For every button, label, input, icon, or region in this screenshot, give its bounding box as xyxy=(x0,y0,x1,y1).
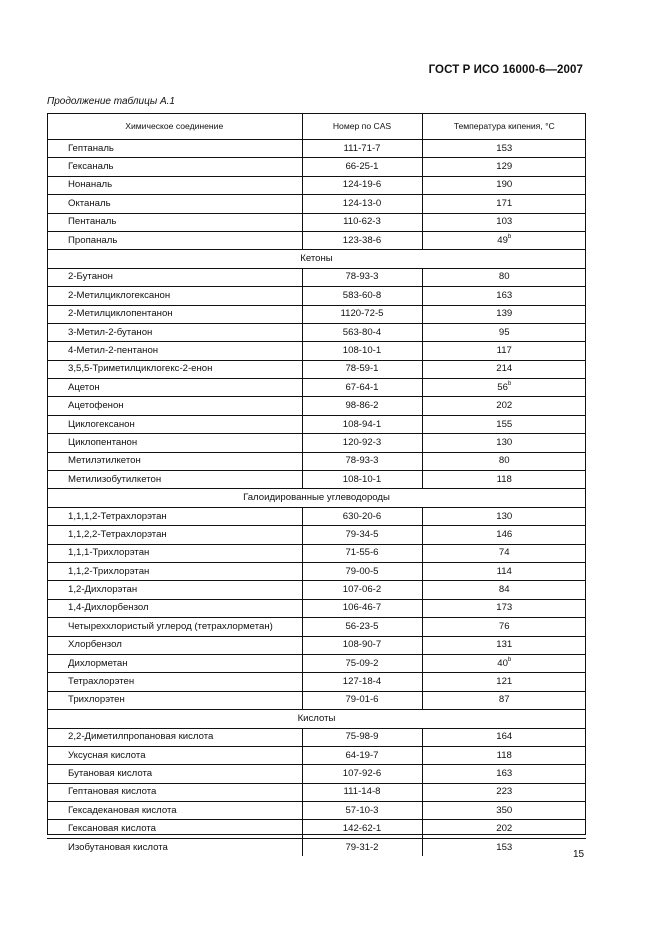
table-row xyxy=(47,838,586,856)
boiling-point-unit: °С xyxy=(545,121,555,131)
table-row xyxy=(47,526,586,544)
boiling-point-cell xyxy=(422,415,586,433)
boiling-point-value: 74 xyxy=(498,547,510,559)
boiling-point-cell xyxy=(422,176,586,194)
cas-number-cell: 79-00-5 xyxy=(302,562,422,580)
boiling-point-cell xyxy=(422,802,586,820)
boiling-point-value: 80 xyxy=(498,455,510,467)
cas-number-cell: 108-90-7 xyxy=(302,636,422,654)
table-row xyxy=(47,323,586,341)
cas-number-cell: 123-38-6 xyxy=(302,231,422,249)
compound-name-cell: Метилэтилкетон xyxy=(47,452,302,470)
boiling-point-cell xyxy=(422,360,586,378)
boiling-point-cell xyxy=(422,213,586,231)
boiling-point-cell xyxy=(422,581,586,599)
boiling-point-cell xyxy=(422,342,586,360)
boiling-point-value: 155 xyxy=(496,418,513,430)
boiling-point-cell xyxy=(422,746,586,764)
compound-name-cell: Пентаналь xyxy=(47,213,302,231)
compound-name-cell: Гексаналь xyxy=(47,158,302,176)
boiling-point-value: 130 xyxy=(496,436,513,448)
compound-name-cell: Циклопентанон xyxy=(47,434,302,452)
cas-number-cell: 563-80-4 xyxy=(302,323,422,341)
footnote-marker: b xyxy=(507,380,512,387)
cas-number-cell: 110-62-3 xyxy=(302,213,422,231)
boiling-point-cell xyxy=(422,544,586,562)
footnote-marker: b xyxy=(507,233,512,240)
cas-number-cell: 67-64-1 xyxy=(302,379,422,397)
cas-number-cell: 56-23-5 xyxy=(302,618,422,636)
table-row xyxy=(47,746,586,764)
compound-name-cell: 1,1,1,2-Тетрахлорэтан xyxy=(47,507,302,525)
table-row xyxy=(47,231,586,249)
compound-name-cell: Октаналь xyxy=(47,195,302,213)
boiling-point-cell xyxy=(422,195,586,213)
boiling-point-value: 171 xyxy=(496,197,513,209)
section-title: Кетоны xyxy=(47,250,586,268)
table-row xyxy=(47,397,586,415)
cas-number-cell: 78-59-1 xyxy=(302,360,422,378)
compound-name-cell: Гептановая кислота xyxy=(47,783,302,801)
compound-name-cell: 1,4-Дихлорбензол xyxy=(47,599,302,617)
boiling-point-value: 164 xyxy=(496,731,513,743)
compound-name-cell: 2,2-Диметилпропановая кислота xyxy=(47,728,302,746)
compound-name-cell: Гексановая кислота xyxy=(47,820,302,838)
boiling-point-value: 56 xyxy=(497,381,508,393)
compound-name-cell: Циклогексанон xyxy=(47,415,302,433)
boiling-point-value: 95 xyxy=(498,326,510,338)
cas-number-cell: 106-46-7 xyxy=(302,599,422,617)
table-row xyxy=(47,544,586,562)
table-row xyxy=(47,820,586,838)
table-row xyxy=(47,176,586,194)
boiling-point-value: 87 xyxy=(498,694,510,706)
cas-number-cell: 124-19-6 xyxy=(302,176,422,194)
boiling-point-cell xyxy=(422,673,586,691)
section-title: Галоидированные углеводороды xyxy=(47,489,586,507)
boiling-point-cell xyxy=(422,268,586,286)
page-number: 15 xyxy=(573,849,585,860)
table-row xyxy=(47,471,586,489)
footnote-marker: b xyxy=(507,656,512,663)
boiling-point-cell xyxy=(422,783,586,801)
compounds-table xyxy=(47,113,586,856)
table-row xyxy=(47,213,586,231)
boiling-point-cell xyxy=(422,599,586,617)
compound-name-cell: 1,1,1-Трихлорэтан xyxy=(47,544,302,562)
compound-name-cell: Пропаналь xyxy=(47,231,302,249)
table-row xyxy=(47,287,586,305)
boiling-point-label: Температура кипения, xyxy=(453,121,543,131)
compound-name-cell: Хлорбензол xyxy=(47,636,302,654)
boiling-point-value: 173 xyxy=(496,602,513,614)
compound-name-cell: Метилизобутилкетон xyxy=(47,471,302,489)
compound-name-cell: 1,2-Дихлорэтан xyxy=(47,581,302,599)
boiling-point-cell xyxy=(422,654,586,672)
boiling-point-value: 118 xyxy=(496,749,512,761)
table-row xyxy=(47,379,586,397)
cas-number-cell: 71-55-6 xyxy=(302,544,422,562)
table-row xyxy=(47,691,586,709)
cas-number-cell: 75-09-2 xyxy=(302,654,422,672)
boiling-point-cell xyxy=(422,618,586,636)
boiling-point-cell xyxy=(422,838,586,856)
compound-name-cell: Уксусная кислота xyxy=(47,746,302,764)
cas-number-cell: 78-93-3 xyxy=(302,268,422,286)
table-row xyxy=(47,268,586,286)
boiling-point-cell xyxy=(422,636,586,654)
section-header-row xyxy=(47,710,586,728)
boiling-point-cell xyxy=(422,434,586,452)
column-header-cas: Номер по CAS xyxy=(302,113,422,140)
cas-number-cell: 79-01-6 xyxy=(302,691,422,709)
boiling-point-cell xyxy=(422,140,586,158)
column-header-boiling-point xyxy=(422,113,586,140)
boiling-point-value: 103 xyxy=(496,216,513,228)
boiling-point-value: 130 xyxy=(496,510,513,522)
boiling-point-value: 350 xyxy=(496,804,513,816)
boiling-point-value: 139 xyxy=(496,308,513,320)
boiling-point-cell xyxy=(422,323,586,341)
cas-number-cell: 583-60-8 xyxy=(302,287,422,305)
compound-name-cell: Гексадекановая кислота xyxy=(47,802,302,820)
compound-name-cell: Изобутановая кислота xyxy=(68,841,168,853)
boiling-point-value: 76 xyxy=(498,620,510,632)
cas-number-cell: 66-25-1 xyxy=(302,158,422,176)
boiling-point-cell xyxy=(422,305,586,323)
table-row xyxy=(47,765,586,783)
table-row xyxy=(47,140,586,158)
boiling-point-value: 131 xyxy=(496,639,513,651)
boiling-point-value: 121 xyxy=(496,676,513,688)
cas-number-cell: 64-19-7 xyxy=(302,746,422,764)
table-row xyxy=(47,562,586,580)
boiling-point-cell xyxy=(422,728,586,746)
compound-name-cell: Дихлорметан xyxy=(47,654,302,672)
compound-name-cell: 3,5,5-Триметилциклогекс-2-енон xyxy=(47,360,302,378)
boiling-point-value: 84 xyxy=(498,584,510,596)
compound-name-cell: Нонаналь xyxy=(47,176,302,194)
compound-name-cell: Гептаналь xyxy=(47,140,302,158)
compound-name-cell: Трихлорэтен xyxy=(47,691,302,709)
boiling-point-value: 202 xyxy=(496,823,513,835)
table-row xyxy=(47,452,586,470)
boiling-point-cell xyxy=(422,507,586,525)
boiling-point-cell xyxy=(422,526,586,544)
table-row xyxy=(47,618,586,636)
cas-number-cell: 79-31-2 xyxy=(302,838,422,856)
boiling-point-value: 153 xyxy=(496,841,513,853)
table-row xyxy=(47,305,586,323)
table-row xyxy=(47,434,586,452)
boiling-point-value: 163 xyxy=(496,767,513,779)
boiling-point-cell xyxy=(422,379,586,397)
cas-number-cell: 124-13-0 xyxy=(302,195,422,213)
boiling-point-cell xyxy=(422,820,586,838)
table-row xyxy=(47,507,586,525)
cas-number-cell: 630-20-6 xyxy=(302,507,422,525)
table-row xyxy=(47,654,586,672)
compound-name-cell: Бутановая кислота xyxy=(47,765,302,783)
boiling-point-cell xyxy=(422,452,586,470)
cas-number-cell: 108-94-1 xyxy=(302,415,422,433)
compound-name-cell: 2-Метилциклогексанон xyxy=(47,287,302,305)
cas-number-cell: 111-14-8 xyxy=(302,783,422,801)
boiling-point-cell xyxy=(422,765,586,783)
table-row xyxy=(47,158,586,176)
cas-number-cell: 1120-72-5 xyxy=(302,305,422,323)
cas-number-cell: 107-06-2 xyxy=(302,581,422,599)
compound-name-cell: 4-Метил-2-пентанон xyxy=(47,342,302,360)
boiling-point-cell xyxy=(422,397,586,415)
cas-number-cell: 111-71-7 xyxy=(302,140,422,158)
cas-number-cell: 98-86-2 xyxy=(302,397,422,415)
boiling-point-cell xyxy=(422,158,586,176)
cas-number-cell: 127-18-4 xyxy=(302,673,422,691)
compound-name-cell: Ацетон xyxy=(47,379,302,397)
table-row xyxy=(47,673,586,691)
boiling-point-value: 190 xyxy=(496,179,513,191)
cas-number-cell: 108-10-1 xyxy=(302,342,422,360)
cas-number-cell: 108-10-1 xyxy=(302,471,422,489)
boiling-point-cell xyxy=(422,562,586,580)
boiling-point-value: 163 xyxy=(496,289,513,301)
table-row xyxy=(47,415,586,433)
boiling-point-value: 117 xyxy=(496,344,512,356)
boiling-point-cell xyxy=(422,231,586,249)
table-row xyxy=(47,360,586,378)
cas-number-cell: 79-34-5 xyxy=(302,526,422,544)
document-code: ГОСТ Р ИСО 16000-6—2007 xyxy=(428,64,583,76)
compound-name-cell: Ацетофенон xyxy=(47,397,302,415)
compound-name-cell: 1,1,2,2-Тетрахлорэтан xyxy=(47,526,302,544)
cas-number-cell: 120-92-3 xyxy=(302,434,422,452)
compound-name-cell: 2-Метилциклопентанон xyxy=(47,305,302,323)
table-row xyxy=(47,581,586,599)
boiling-point-value: 129 xyxy=(496,161,513,173)
column-header-compound: Химическое соединение xyxy=(47,113,302,140)
compound-name-cell: 2-Бутанон xyxy=(47,268,302,286)
boiling-point-cell xyxy=(422,287,586,305)
section-title: Кислоты xyxy=(47,710,586,728)
table-row xyxy=(47,195,586,213)
section-header-row xyxy=(47,250,586,268)
table-row xyxy=(47,728,586,746)
boiling-point-value: 223 xyxy=(496,786,513,798)
boiling-point-value: 146 xyxy=(496,528,513,540)
compound-name-cell: 3-Метил-2-бутанон xyxy=(47,323,302,341)
cas-number-cell: 78-93-3 xyxy=(302,452,422,470)
compound-name-cell: Четыреххлористый углерод (тетрахлорметан) xyxy=(47,618,302,636)
cas-number-cell: 142-62-1 xyxy=(302,820,422,838)
section-header-row xyxy=(47,489,586,507)
boiling-point-cell xyxy=(422,691,586,709)
table-row xyxy=(47,342,586,360)
table-row xyxy=(47,783,586,801)
compound-name-cell: 1,1,2-Трихлорэтан xyxy=(47,562,302,580)
boiling-point-value: 49 xyxy=(497,234,508,246)
boiling-point-value: 40 xyxy=(497,657,508,669)
table-row xyxy=(47,599,586,617)
boiling-point-value: 214 xyxy=(496,363,513,375)
boiling-point-value: 80 xyxy=(498,271,510,283)
compound-name-cell: Тетрахлорэтен xyxy=(47,673,302,691)
boiling-point-value: 153 xyxy=(496,142,513,154)
cas-number-cell: 57-10-3 xyxy=(302,802,422,820)
boiling-point-value: 114 xyxy=(496,565,512,577)
table-row xyxy=(47,802,586,820)
boiling-point-value: 118 xyxy=(496,473,512,485)
table-caption: Продолжение таблицы А.1 xyxy=(47,96,175,107)
cas-number-cell: 107-92-6 xyxy=(302,765,422,783)
table-body xyxy=(47,140,586,857)
boiling-point-cell xyxy=(422,471,586,489)
table-row xyxy=(47,636,586,654)
boiling-point-value: 202 xyxy=(496,400,513,412)
table-header-row xyxy=(47,113,586,140)
cas-number-cell: 75-98-9 xyxy=(302,728,422,746)
